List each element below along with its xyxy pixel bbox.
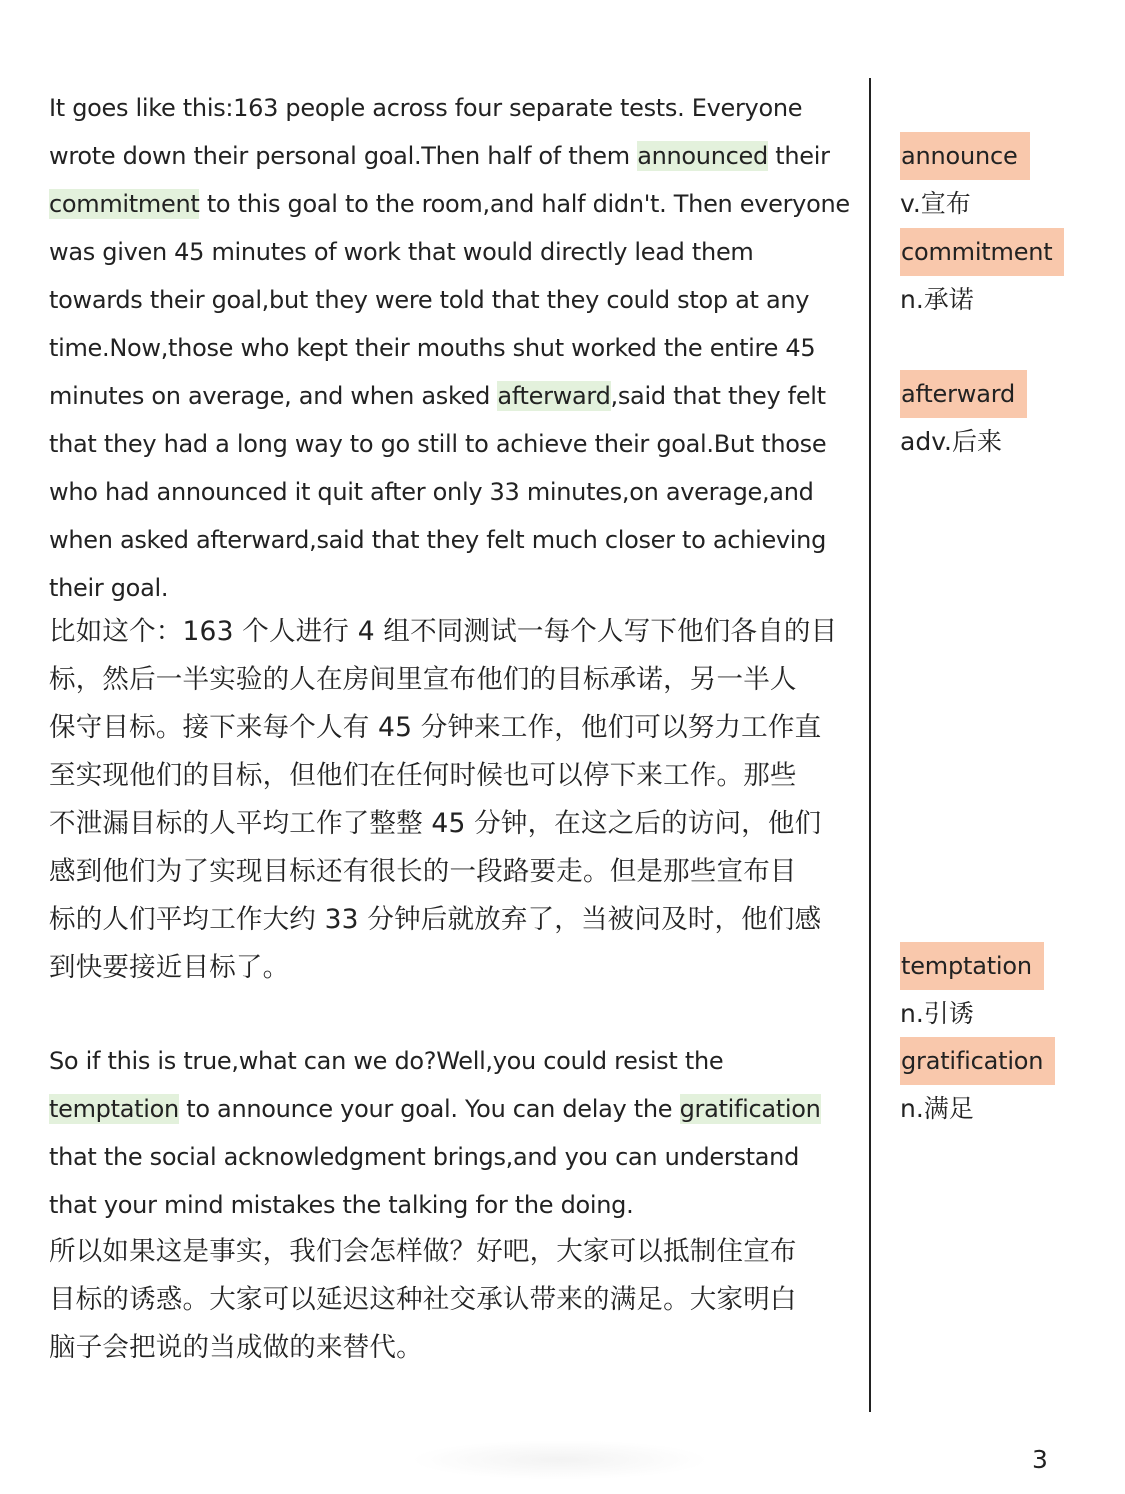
english-text-line	[49, 468, 814, 516]
vocab-definition-commitment: n.承诺	[900, 285, 974, 314]
highlighted-vocab-word: gratification	[679, 1095, 821, 1123]
vocab-definition-gratification: n.满足	[900, 1094, 974, 1123]
text-segment: to this goal to the room,and half didn't. Then everyone	[199, 190, 850, 218]
english-text-line	[49, 1133, 799, 1181]
highlighted-vocab-word: announced	[637, 142, 768, 170]
chinese-text-line: 保守目标。接下来每个人有 45 分钟来工作，他们可以努力工作直	[49, 712, 822, 743]
chinese-text-line: 至实现他们的目标，但他们在任何时候也可以停下来工作。那些	[49, 760, 797, 791]
chinese-text-line: 标，然后一半实验的人在房间里宣布他们的目标承诺，另一半人	[49, 664, 797, 695]
column-divider	[869, 78, 871, 1412]
text-segment: was given 45 minutes of work that would directly lead them	[49, 238, 754, 266]
vocab-word-announce: announce	[900, 132, 1030, 180]
text-segment: time.Now,those who kept their mouths shut worked the entire 45	[49, 334, 816, 362]
text-segment: to announce your goal. You can delay the	[178, 1095, 680, 1123]
english-text-line	[49, 276, 809, 324]
english-text-line	[49, 516, 826, 564]
text-segment: So if this is true,what can we do?Well,you could resist the	[49, 1047, 724, 1075]
text-segment: their goal.	[49, 574, 169, 602]
english-text-line	[49, 1085, 821, 1133]
english-text-line	[49, 372, 826, 420]
text-segment: when asked afterward,said that they felt much closer to achieving	[49, 526, 827, 554]
watermark	[410, 1440, 710, 1480]
vocab-word-temptation: temptation	[900, 942, 1044, 990]
english-text-line	[49, 564, 168, 612]
chinese-text-line: 脑子会把说的当成做的来替代。	[49, 1332, 423, 1363]
highlighted-vocab-word: afterward	[497, 382, 611, 410]
text-segment: their	[767, 142, 830, 170]
english-text-line	[49, 324, 815, 372]
chinese-text-line: 不泄漏目标的人平均工作了整整 45 分钟，在这之后的访问，他们	[49, 808, 822, 839]
highlighted-vocab-word: temptation	[49, 1095, 179, 1123]
chinese-text-line: 所以如果这是事实，我们会怎样做？好吧，大家可以抵制住宣布	[49, 1236, 797, 1267]
vocab-word-gratification: gratification	[900, 1037, 1055, 1085]
english-text-line	[49, 420, 826, 468]
chinese-text-line: 标的人们平均工作大约 33 分钟后就放弃了，当被问及时，他们感	[49, 904, 822, 935]
vocab-word-commitment: commitment	[900, 228, 1064, 276]
english-text-line	[49, 228, 754, 276]
english-text-line	[49, 1181, 633, 1229]
english-text-line	[49, 1037, 723, 1085]
vocab-word-afterward: afterward	[900, 370, 1027, 418]
vocab-definition-afterward: adv.后来	[900, 427, 1002, 456]
vocab-definition-announce: v.宣布	[900, 189, 971, 218]
text-segment: ,said that they felt	[610, 382, 826, 410]
vocab-definition-temptation: n.引诱	[900, 999, 974, 1028]
text-segment: that your mind mistakes the talking for the doing.	[49, 1191, 634, 1219]
text-segment: that they had a long way to go still to achieve their goal.But those	[49, 430, 827, 458]
chinese-text-line: 到快要接近目标了。	[49, 952, 290, 983]
english-text-line	[49, 180, 850, 228]
text-segment: wrote down their personal goal.Then half of them	[49, 142, 638, 170]
text-segment: that the social acknowledgment brings,and you can understand	[49, 1143, 800, 1171]
english-text-line	[49, 84, 802, 132]
page-number: 3	[1032, 1445, 1048, 1474]
chinese-text-line: 目标的诱惑。大家可以延迟这种社交承认带来的满足。大家明白	[49, 1284, 797, 1315]
chinese-text-line: 感到他们为了实现目标还有很长的一段路要走。但是那些宣布目	[49, 856, 797, 887]
english-text-line	[49, 132, 830, 180]
text-segment: who had announced it quit after only 33 minutes,on average,and	[49, 478, 814, 506]
text-segment: It goes like this:163 people across four separate tests. Everyone	[49, 94, 803, 122]
chinese-text-line: 比如这个：163 个人进行 4 组不同测试一每个人写下他们各自的目	[49, 616, 838, 647]
highlighted-vocab-word: commitment	[49, 190, 200, 218]
text-segment: minutes on average, and when asked	[49, 382, 498, 410]
text-segment: towards their goal,but they were told that they could stop at any	[49, 286, 810, 314]
